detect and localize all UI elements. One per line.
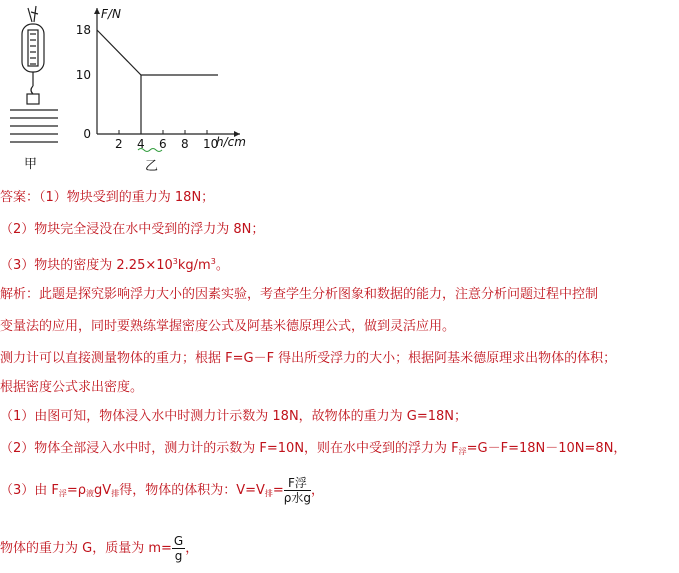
label-jia: 甲 (24, 157, 38, 172)
analysis-line-6 (0, 440, 626, 461)
x-axis-label: h/cm (216, 135, 246, 149)
analysis-line-7-sub3: 排 (111, 489, 120, 498)
answer-line-2: （2）物块完全浸没在水中受到的浮力为 8N； (0, 222, 265, 237)
y-tick-label-10: 10 (75, 68, 91, 82)
mass-fraction-num: G (173, 534, 184, 548)
x-tick-label-10: 10 (203, 137, 219, 151)
answer-line-3-a: （3）物块的密度为 2.25×10 (0, 258, 173, 273)
x-tick-label-4: 4 (137, 137, 145, 151)
mass-fraction-den: g (174, 549, 183, 563)
analysis-line-7-sub1: 浮 (58, 489, 67, 498)
analysis-line-8-a: 物体的重力为 G，质量为 m= (0, 541, 172, 556)
analysis-line-7-c: gV (94, 483, 112, 498)
volume-fraction-den: ρ水g (283, 491, 312, 505)
analysis-line-4: 根据密度公式求出密度。 (0, 380, 144, 395)
y-axis-arrow (94, 8, 100, 14)
answer-line-3-sup1: 3 (172, 257, 178, 266)
analysis-line-7-sub2: 液 (86, 489, 95, 498)
answer-line-3-sup2: 3 (210, 257, 216, 266)
analysis-line-6-a: （2）物体全部浸入水中时，测力计的示数为 F=10N，则在水中受到的浮力为 F (0, 441, 459, 456)
analysis-line-1: 解析：此题是探究影响浮力大小的因素实验，考查学生分析图象和数据的能力，注意分析问题过程中控制 (0, 287, 599, 302)
answer-line-3 (0, 253, 229, 275)
analysis-line-8 (0, 534, 198, 563)
scale-body (22, 24, 44, 72)
x-tick-label-6: 6 (159, 137, 167, 151)
label-yi: 乙 (145, 159, 159, 174)
y-tick-label-18: 18 (75, 23, 91, 37)
scale-hook-bottom (31, 86, 33, 94)
answer-line-3-b: kg/m (177, 258, 211, 273)
y-axis-label: F/N (101, 7, 121, 21)
analysis-line-6-sub: 浮 (458, 447, 467, 456)
scale-hook-top (28, 6, 38, 22)
analysis-line-2: 变量法的应用，同时要熟练掌握密度公式及阿基米德原理公式，做到灵活应用。 (0, 319, 456, 334)
analysis-line-7 (0, 476, 324, 505)
answer-line-3-c: 。 (215, 258, 229, 273)
analysis-line-3: 测力计可以直接测量物体的重力；根据 F=G－F 得出所受浮力的大小；根据阿基米德原理求出物体的体积； (0, 351, 617, 366)
analysis-line-7-a: （3）由 F (0, 483, 59, 498)
analysis-line-7-sub4: 排 (264, 489, 273, 498)
x-tick-label-2: 2 (115, 137, 123, 151)
analysis-line-6-b: =G－F=18N－10N=8N， (466, 441, 627, 456)
answer-line-1: 答案：（1）物块受到的重力为 18N； (0, 190, 215, 205)
figures (0, 0, 679, 188)
force-depth-chart (76, 7, 246, 152)
volume-fraction (284, 476, 311, 505)
y-tick-label-0: 0 (83, 127, 91, 141)
spring-scale-figure (10, 6, 58, 142)
mass-fraction (172, 534, 185, 563)
block (27, 94, 39, 104)
analysis-line-7-f: ， (311, 483, 325, 498)
analysis-line-5: （1）由图可知，物体浸入水中时测力计示数为 18N，故物体的重力为 G=18N； (0, 409, 468, 424)
scale-window (28, 30, 38, 66)
volume-fraction-num: F浮 (284, 476, 311, 491)
analysis-line-7-e: = (272, 483, 284, 498)
analysis-line-7-d: 得，物体的体积为：V=V (119, 483, 265, 498)
x-tick-label-8: 8 (181, 137, 189, 151)
figure-svg (0, 0, 679, 188)
analysis-line-7-b: =ρ (66, 483, 87, 498)
series-line (97, 30, 218, 75)
analysis-line-8-b: ， (185, 541, 199, 556)
